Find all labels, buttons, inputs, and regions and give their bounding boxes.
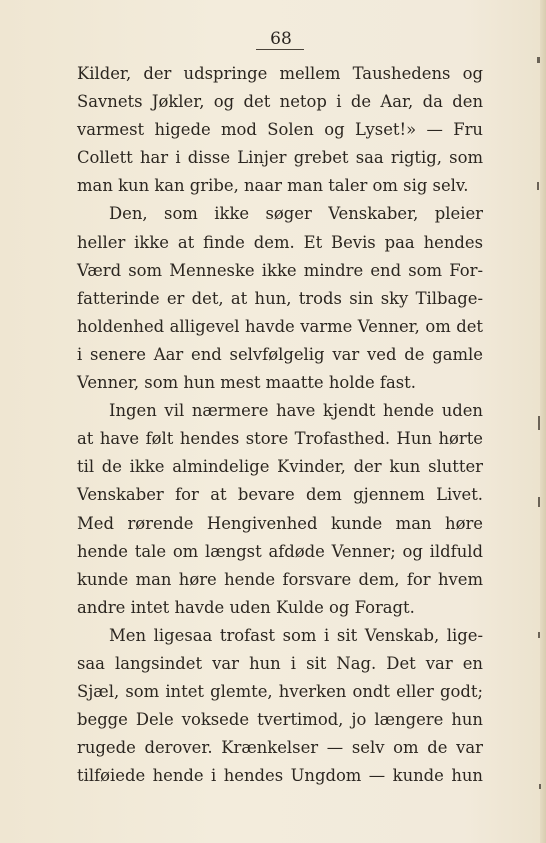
text-line: at have følt hendes store Trofasthed. Hun hørte [77,429,483,449]
text-line: i senere Aar end selvfølgelig var ved de gamle [77,344,483,364]
text-line: tilføiede hende i hendes Ungdom — kunde hun [77,766,483,786]
text-line: Savnets Jøkler, og det netop i de Aar, da den [77,92,483,112]
page-number-rule [256,49,304,50]
edge-mark [538,632,540,638]
edge-mark [538,416,540,430]
text-line: fatterinde er det, at hun, trods sin sky Tilbage- [77,288,483,308]
text-line: man kun kan gribe, naar man taler om sig selv. [77,176,469,196]
text-line: Med rørende Hengivenhed kunde man høre [77,513,483,533]
text-line: kunde man høre hende forsvare dem, for hvem [77,569,483,589]
text-line: heller ikke at finde dem. Et Bevis paa hendes [77,232,483,252]
text-line: saa langsindet var hun i sit Nag. Det var en [77,653,483,673]
edge-mark [539,784,541,789]
text-line: Venskaber for at bevare dem gjennem Livet. [77,485,483,505]
edge-mark [538,497,540,507]
text-line: varmest higede mod Solen og Lyset!» — Fru [77,120,483,140]
page-number: 68 [270,29,292,49]
text-line: andre intet havde uden Kulde og Foragt. [77,597,415,617]
edge-mark [537,57,540,63]
text-line: holdenhed alligevel havde varme Venner, om det [77,316,483,336]
text-line: Men ligesaa trofast som i sit Venskab, lige- [109,625,483,645]
edge-mark [537,182,539,190]
paragraph [77,397,483,622]
text-line: Sjæl, som intet glemte, hverken ondt eller godt; [77,682,483,702]
text-line: Venner, som hun mest maatte holde fast. [77,373,416,393]
text-line: til de ikke almindelige Kvinder, der kun slutter [77,457,483,477]
paragraph [77,622,483,791]
paragraph [77,60,483,200]
text-line: hende tale om længst afdøde Venner; og ildfuld [77,541,483,561]
body-text [77,60,483,790]
text-line: Collett har i disse Linjer grebet saa rigtig, som [77,148,483,168]
text-line: Kilder, der udspringe mellem Taushedens og [77,64,483,83]
text-line: rugede derover. Krænkelser — selv om de var [77,738,483,758]
text-line: Ingen vil nærmere have kjendt hende uden [109,401,483,421]
text-line: begge Dele voksede tvertimod, jo længere hun [77,710,483,730]
text-line: Den, som ikke søger Venskaber, pleier [109,204,483,224]
paragraph [77,200,483,397]
page-edge [540,0,546,843]
text-line: Værd som Menneske ikke mindre end som For- [77,260,483,280]
